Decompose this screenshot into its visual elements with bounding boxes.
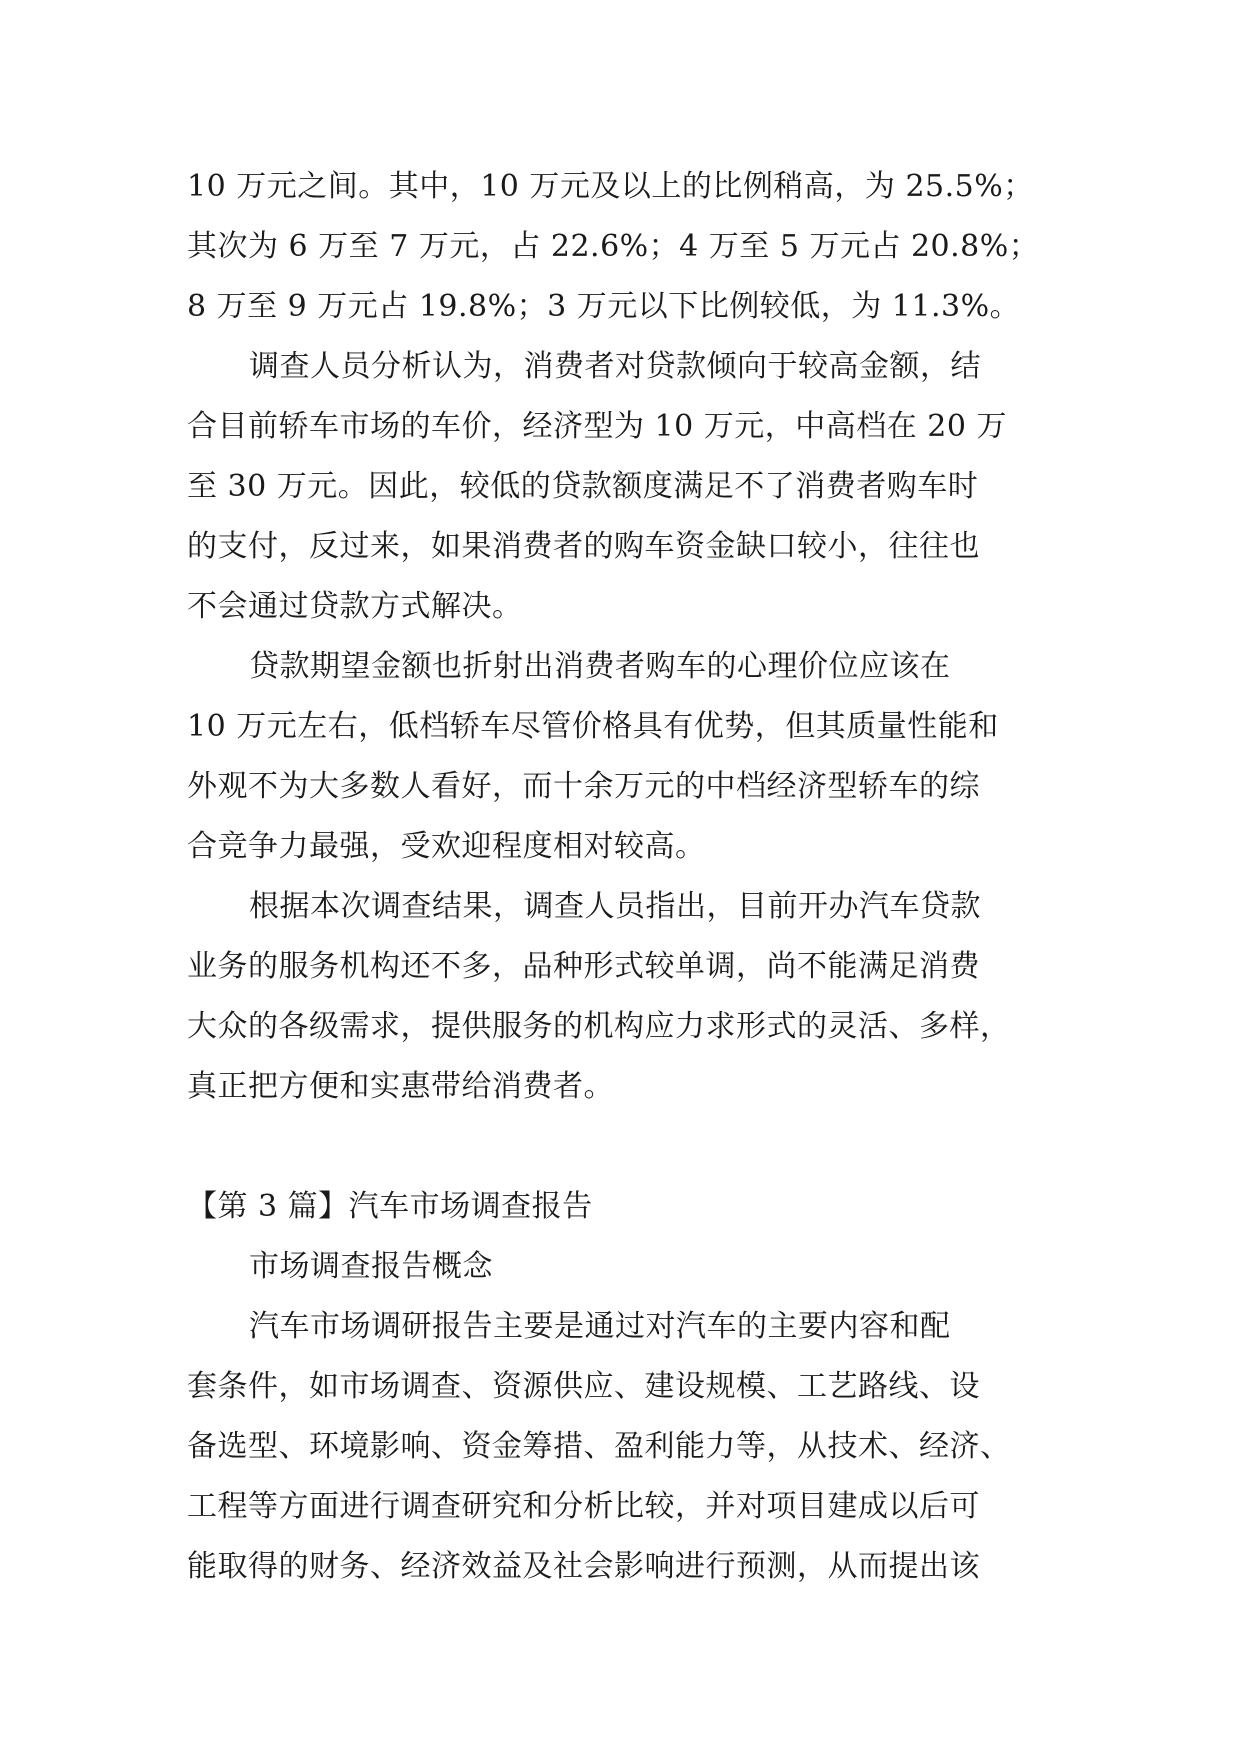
document-body [187, 157, 1067, 1597]
text-line: 能取得的财务、经济效益及社会影响进行预测，从而提出该 [187, 1549, 980, 1584]
text-line: 的支付，反过来，如果消费者的购车资金缺口较小，往往也 [187, 529, 980, 564]
text-line: 调查人员分析认为，消费者对贷款倾向于较高金额，结 [249, 349, 981, 384]
text-line: 合竞争力最强，受欢迎程度相对较高。 [187, 829, 706, 864]
text-line: 根据本次调查结果，调查人员指出，目前开办汽车贷款 [249, 889, 981, 924]
text-line: 工程等方面进行调查研究和分析比较，并对项目建成以后可 [187, 1489, 980, 1524]
paragraph-analysis [187, 337, 1067, 637]
text-line: 套条件，如市场调查、资源供应、建设规模、工艺路线、设 [187, 1369, 980, 1404]
paragraph-conclusion [187, 877, 1067, 1117]
section-spacer [187, 1117, 1067, 1177]
text-line: 贷款期望金额也折射出消费者购车的心理价位应该在 [249, 649, 951, 684]
text-line: 至 30 万元。因此，较低的贷款额度满足不了消费者购车时 [187, 469, 979, 504]
text-line: 大众的各级需求，提供服务的机构应力求形式的灵活、多样， [187, 1009, 1011, 1044]
paragraph-loan-distribution [187, 157, 1067, 337]
text-line: 8 万至 9 万元占 19.8%；3 万元以下比例较低，为 11.3%。 [187, 289, 1021, 324]
text-line: 业务的服务机构还不多，品种形式较单调，尚不能满足消费 [187, 949, 980, 984]
text-line: 其次为 6 万至 7 万元，占 22.6%；4 万至 5 万元占 20.8%； [187, 229, 1040, 264]
section-subheading: 市场调查报告概念 [249, 1249, 493, 1284]
text-line: 外观不为大多数人看好，而十余万元的中档经济型轿车的综 [187, 769, 980, 804]
text-line: 合目前轿车市场的车价，经济型为 10 万元，中高档在 20 万 [187, 409, 1007, 444]
text-line: 不会通过贷款方式解决。 [187, 589, 523, 624]
paragraph-report-concept [187, 1297, 1067, 1597]
text-line: 10 万元左右，低档轿车尽管价格具有优势，但其质量性能和 [187, 709, 999, 744]
text-line: 10 万元之间。其中，10 万元及以上的比例稍高，为 25.5%； [187, 169, 1034, 204]
text-line: 汽车市场调研报告主要是通过对汽车的主要内容和配 [249, 1309, 951, 1344]
text-line: 备选型、环境影响、资金筹措、盈利能力等，从技术、经济、 [187, 1429, 1011, 1464]
paragraph-price-expectation [187, 637, 1067, 877]
section-heading: 【第 3 篇】汽车市场调查报告 [187, 1189, 593, 1224]
text-line: 真正把方便和实惠带给消费者。 [187, 1069, 614, 1104]
